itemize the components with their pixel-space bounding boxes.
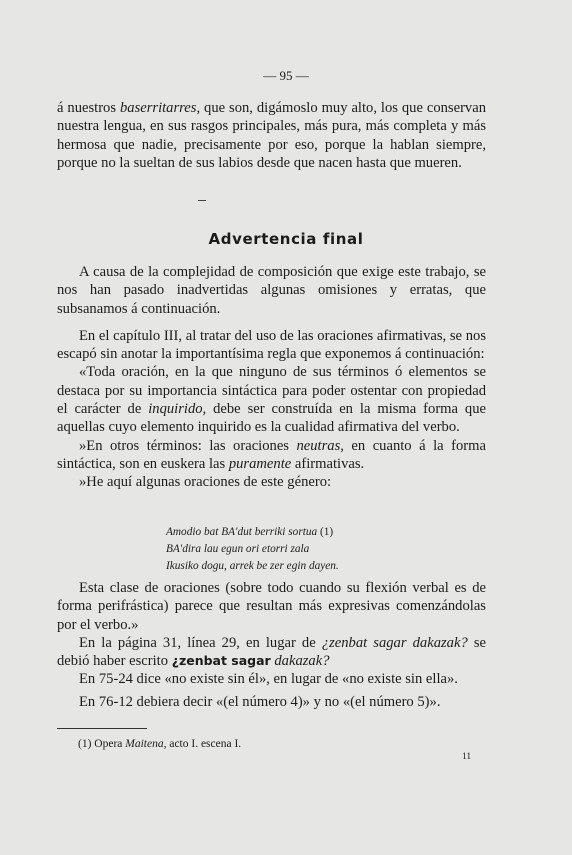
- section-heading: Advertencia final: [208, 230, 364, 248]
- closing-text: [57, 579, 486, 711]
- example-sentences: [166, 524, 339, 575]
- paragraph-chapter-iii: En el capítulo III, al tratar del uso de las oraciones afirmativas, se nos escapó sin anotar la importantísima regla que exponemos á continuación:: [57, 327, 486, 363]
- paragraph-expressive: Esta clase de oraciones (sobre todo cuando su flexión verbal es de forma perifrástica) parece que resultan más expresivas comenzándolas por el verbo.»: [57, 580, 486, 633]
- footnote: (1) Opera Maitena, acto I. escena I.: [78, 738, 242, 750]
- page-number: — 95 —: [263, 68, 309, 83]
- paragraph-examples-intro: »He aquí algunas oraciones de este género:: [79, 474, 332, 491]
- signature-mark: 11: [462, 752, 472, 762]
- paragraph-intro: A causa de la complejidad de composición que exige este trabajo, se nos han pasado inadvertidas algunas omisiones y erratas, que subsanamos á continuación.: [57, 264, 486, 317]
- separator-dash: [198, 200, 206, 201]
- footnote-rule: [57, 728, 147, 729]
- paragraph-errata-76: En 76-12 debiera decir «(el número 4)» y no «(el número 5)».: [79, 693, 441, 710]
- paragraph-opening: á nuestros baserritarres, que son, digámoslo muy alto, los que conservan nuestra lengua, en sus rasgos principales, más pura, más completa y más hermosa que nadie, precisamente por eso, porque la hablan siempre, porque no la sueltan de sus labios desde que nacen hasta que mueren.: [57, 100, 486, 171]
- example-line: BA'dira lau egun ori etorri zala: [166, 543, 310, 555]
- example-line: Amodio bat BA'dut berriki sortua (1): [166, 526, 334, 538]
- paragraph-errata-31: En la página 31, línea 29, en lugar de ¿zenbat sagar dakazak? se debió haber escrito ¿zenbat sagar dakazak?: [57, 634, 486, 670]
- example-line: Ikusiko dogu, arrek be zer egin dayen.: [166, 560, 339, 572]
- paragraph-errata-75: En 75-24 dice «no existe sin él», en lugar de «no existe sin ella».: [79, 671, 458, 688]
- main-text: [57, 263, 486, 492]
- quoted-rule: «Toda oración, en la que ninguno de sus términos ó elementos se destaca por su importancia sintáctica para poder ostentar con propiedad el carácter de inquirido, debe ser construída en la misma forma que aquellas cuyo elemento inquirido es la cualidad afirmativa del verbo.: [57, 364, 486, 436]
- paragraph-other-terms: »En otros términos: las oraciones neutras, en cuanto á la forma sintáctica, son en euskera las puramente afirmativas.: [57, 437, 486, 472]
